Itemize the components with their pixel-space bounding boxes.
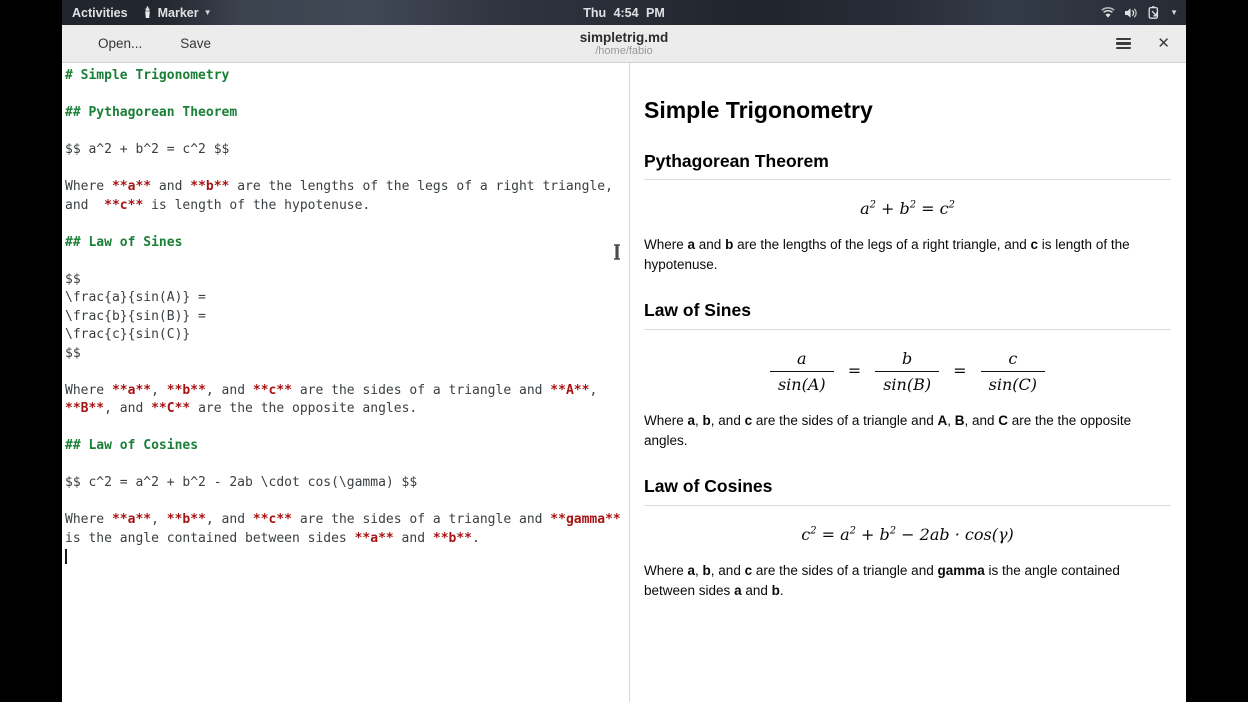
gnome-top-bar	[62, 0, 1186, 25]
editor-line[interactable]	[65, 419, 629, 438]
editor-line[interactable]: $$	[65, 271, 81, 287]
editor-line[interactable]: Where **a** and **b** are the lengths of the legs of a right triangle,	[65, 179, 613, 194]
screen	[62, 0, 1186, 702]
preview-paragraph: Where a, b, and c are the sides of a triangle and gamma is the angle contained between sides a and b.	[644, 563, 1120, 598]
fraction: $\frac{b}{\sin(B)}$	[875, 349, 939, 394]
save-button[interactable]: Save	[180, 36, 212, 51]
editor-line[interactable]: ## Pythagorean Theorem	[65, 105, 238, 120]
preview-h2: Law of Sines	[644, 300, 1171, 330]
fraction: $\frac{c}{\sin(C)}$	[981, 349, 1045, 394]
markdown-preview-pane[interactable]	[630, 63, 1186, 702]
editor-line[interactable]	[65, 86, 629, 105]
editor-line[interactable]	[65, 493, 629, 512]
editor-line[interactable]: and **c** is length of the hypotenuse.	[65, 197, 371, 213]
main-content	[62, 63, 1186, 702]
window-subtitle: /home/fabio	[595, 44, 653, 57]
battery-icon	[1147, 6, 1161, 19]
ibeam-cursor-icon	[611, 243, 623, 268]
editor-line[interactable]: \frac{c}{sin(C)}	[65, 327, 191, 342]
editor-line[interactable]	[65, 252, 629, 271]
preview-content	[630, 63, 1186, 620]
editor-line[interactable]	[65, 215, 629, 234]
activities-button[interactable]: Activities	[72, 5, 128, 20]
preview-h2: Law of Cosines	[644, 476, 1171, 506]
editor-line[interactable]: \frac{a}{sin(A)} =	[65, 290, 206, 305]
editor-line[interactable]: **B**, and **C** are the the opposite angles.	[65, 401, 418, 416]
editor-line[interactable]: Where **a**, **b**, and **c** are the sides of a triangle and **gamma**	[65, 512, 621, 527]
app-menu-label: Marker	[157, 5, 199, 20]
app-headerbar	[62, 25, 1186, 63]
close-button[interactable]: ✕	[1157, 35, 1170, 52]
text-caret	[65, 549, 67, 564]
wifi-icon	[1101, 7, 1115, 19]
editor-line[interactable]: $$	[65, 345, 81, 361]
math-block: $\frac{a}{\sin(A)}$ = $\frac{b}{\sin(B)}$ = $\frac{c}{\sin(C)}$	[644, 349, 1171, 394]
editor-line[interactable]: # Simple Trigonometry	[65, 68, 230, 83]
window-title: simpletrig.md	[579, 29, 669, 45]
volume-icon	[1124, 7, 1138, 19]
system-status-area[interactable]	[1101, 0, 1178, 25]
chevron-down-icon: ▼	[203, 8, 212, 17]
menu-button[interactable]	[1116, 35, 1131, 52]
fraction: $\frac{a}{\sin(A)}$	[770, 349, 834, 394]
editor-line[interactable]: Where **a**, **b**, and **c** are the sides of a triangle and **A**,	[65, 382, 598, 398]
editor-lines[interactable]	[62, 63, 629, 567]
editor-line[interactable]: $$ c^2 = a^2 + b^2 - 2ab \cdot cos(\gamma) $$	[65, 475, 418, 490]
preview-h1: Simple Trigonometry	[644, 97, 873, 123]
preview-h2: Pythagorean Theorem	[644, 151, 1171, 181]
editor-line[interactable]: $$ a^2 + b^2 = c^2 $$	[65, 142, 230, 157]
editor-line[interactable]	[65, 363, 629, 382]
preview-paragraph: Where a and b are the lengths of the legs of a right triangle, and c is length of the hypotenuse.	[644, 237, 1130, 272]
markdown-editor-pane[interactable]	[62, 63, 629, 702]
editor-line[interactable]: ## Law of Cosines	[65, 438, 199, 453]
clock[interactable]: Thu 4:54 PM	[583, 5, 665, 20]
editor-line[interactable]	[65, 548, 629, 567]
editor-line[interactable]: \frac{b}{sin(B)} =	[65, 308, 206, 324]
editor-line[interactable]: is the angle contained between sides **a** and **b**.	[65, 530, 480, 546]
preview-paragraph: Where a, b, and c are the sides of a triangle and A, B, and C are the the opposite angles.	[644, 413, 1132, 448]
editor-line[interactable]	[65, 123, 629, 142]
math-block: $a^2 + b^2 = c^2$	[860, 199, 955, 219]
editor-line[interactable]	[65, 160, 629, 179]
open-button[interactable]: Open...	[98, 36, 143, 51]
editor-line[interactable]	[65, 456, 629, 475]
chevron-down-icon: ▼	[1170, 8, 1178, 17]
math-block: $c^2 = a^2 + b^2 - 2ab \cdot \cos(\gamma)$	[801, 525, 1014, 545]
editor-line[interactable]: ## Law of Sines	[65, 234, 183, 250]
